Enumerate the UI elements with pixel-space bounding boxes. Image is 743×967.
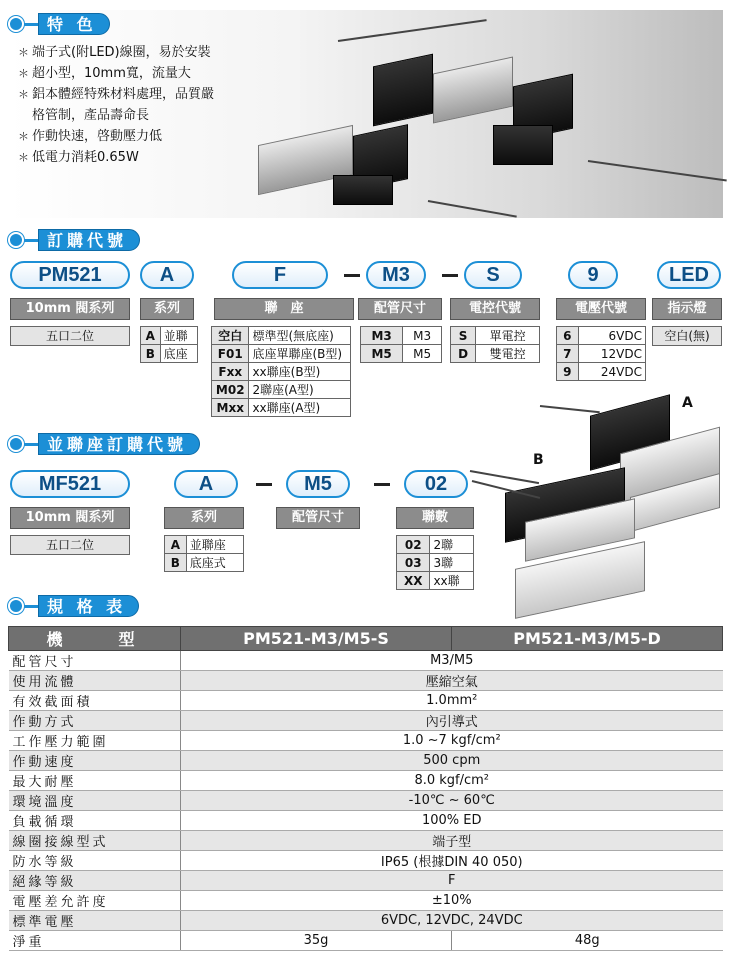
col-model-s: PM521-M3/M5-S <box>181 627 452 651</box>
dash <box>374 483 390 486</box>
order-title: 訂購代號 <box>38 229 140 251</box>
spec-row-value: 內引導式 <box>181 711 723 731</box>
spec-row-value: F <box>181 871 723 891</box>
spec-row-label: 負載循環 <box>9 811 181 831</box>
spec-row-label: 絕緣等級 <box>9 871 181 891</box>
spec-row-value: ±10% <box>181 891 723 911</box>
base-options-table: 空白 標準型(無底座) F01 底座單聯座(B型) Fxx xx聯座(B型) M02 2聯座(A型) Mxx xx聯座(A型) <box>211 326 351 417</box>
spec-row <box>9 871 723 891</box>
code-series: A <box>140 261 194 289</box>
dash <box>442 274 458 277</box>
label-series: 系列 <box>140 298 194 320</box>
spec-row-value: 1.0mm² <box>181 691 723 711</box>
spec-row-label: 最大耐壓 <box>9 771 181 791</box>
series-options-table: A 並聯 B 底座 <box>140 326 198 363</box>
label-series-10mm: 10mm 閥系列 <box>10 298 130 320</box>
spec-row <box>9 831 723 851</box>
spec-row-label: 工作壓力範圍 <box>9 731 181 751</box>
spec-row-value: 端子型 <box>181 831 723 851</box>
spec-row <box>9 811 723 831</box>
bullet-icon <box>8 232 24 248</box>
manifold-title: 並聯座訂購代號 <box>38 433 200 455</box>
label-volt: 電壓代號 <box>556 298 646 320</box>
label-m-count: 聯數 <box>396 507 474 529</box>
spec-header <box>8 594 139 618</box>
label-led: 指示燈 <box>652 298 722 320</box>
code-mf521: MF521 <box>10 470 130 498</box>
spec-row-label: 環境溫度 <box>9 791 181 811</box>
spec-row <box>9 671 723 691</box>
bullet-icon <box>8 16 24 32</box>
spec-row <box>9 751 723 771</box>
spec-row <box>9 731 723 751</box>
label-m-series: 系列 <box>164 507 244 529</box>
manifold-label-b: B <box>533 452 544 468</box>
series-value: 五口二位 <box>10 326 130 346</box>
spec-row <box>9 771 723 791</box>
spec-row <box>9 691 723 711</box>
feature-item: ＊ 鋁本體經特殊材料處理，品質嚴格管制，產品壽命長 <box>18 87 215 123</box>
spec-row-label: 淨重 <box>9 931 181 951</box>
feature-item: ＊ 端子式(附LED)線圈，易於安裝 <box>18 45 211 60</box>
manifold-header <box>8 432 200 456</box>
led-value: 空白(無) <box>652 326 722 346</box>
m-series-options-table: A 並聯座 B 底座式 <box>164 535 244 572</box>
ctrl-options-table: S 單電控 D 雙電控 <box>450 326 540 363</box>
feature-item: ＊ 作動快速，啓動壓力低 <box>18 129 163 144</box>
valve-product-image-2 <box>373 50 613 170</box>
dash <box>344 274 360 277</box>
label-m-series-10mm: 10mm 閥系列 <box>10 507 130 529</box>
spec-row-label: 作動速度 <box>9 751 181 771</box>
weight-d-value: 48g <box>452 931 723 951</box>
spec-row-value: 壓縮空氣 <box>181 671 723 691</box>
spec-row-label: 標準電壓 <box>9 911 181 931</box>
code-pipe: M3 <box>366 261 426 289</box>
code-m-pipe: M5 <box>286 470 350 498</box>
spec-row-value: 6VDC, 12VDC, 24VDC <box>181 911 723 931</box>
code-ctrl: S <box>464 261 522 289</box>
spec-row <box>9 891 723 911</box>
feature-item: ＊ 低電力消耗0.65W <box>18 150 139 165</box>
spec-row-label: 作動方式 <box>9 711 181 731</box>
features-title: 特 色 <box>38 13 110 35</box>
spec-title: 規 格 表 <box>38 595 139 617</box>
pipe-options-table: M3 M3 M5 M5 <box>360 326 442 363</box>
spec-row-label: 防水等級 <box>9 851 181 871</box>
spec-row-value: 500 cpm <box>181 751 723 771</box>
spec-row-weight <box>9 931 723 951</box>
spec-row-label: 使用流體 <box>9 671 181 691</box>
order-header <box>8 228 140 252</box>
col-model-d: PM521-M3/M5-D <box>452 627 723 651</box>
weight-s-value: 35g <box>181 931 452 951</box>
spec-row-label: 電壓差允許度 <box>9 891 181 911</box>
code-m-series: A <box>174 470 238 498</box>
spec-row-value: 8.0 kgf/cm² <box>181 771 723 791</box>
spec-row <box>9 651 723 671</box>
spec-row <box>9 791 723 811</box>
code-pm521: PM521 <box>10 261 130 289</box>
label-ctrl: 電控代號 <box>450 298 540 320</box>
spec-header-row <box>9 627 723 651</box>
code-base: F <box>232 261 328 289</box>
manifold-label-a: A <box>682 395 693 411</box>
feature-item: ＊ 超小型，10mm寬，流量大 <box>18 66 191 81</box>
spec-row-label: 配管尺寸 <box>9 651 181 671</box>
spec-row-label: 線圈接線型式 <box>9 831 181 851</box>
dash <box>256 483 272 486</box>
spec-row-label: 有效截面積 <box>9 691 181 711</box>
spec-row <box>9 851 723 871</box>
volt-options-table: 6 6VDC 7 12VDC 9 24VDC <box>556 326 646 381</box>
features-panel <box>8 10 723 218</box>
spec-row-value: 100% ED <box>181 811 723 831</box>
spec-row <box>9 711 723 731</box>
code-volt: 9 <box>568 261 618 289</box>
bullet-icon <box>8 598 24 614</box>
m-series-value: 五口二位 <box>10 535 130 555</box>
bullet-icon <box>8 436 24 452</box>
m-count-options-table: 02 2聯 03 3聯 XX xx聯 <box>396 535 474 590</box>
code-led: LED <box>657 261 721 289</box>
spec-table <box>8 626 723 951</box>
spec-row <box>9 911 723 931</box>
code-m-count: 02 <box>404 470 468 498</box>
spec-row-value: 1.0 ~7 kgf/cm² <box>181 731 723 751</box>
spec-row-value: -10℃ ~ 60℃ <box>181 791 723 811</box>
label-pipe: 配管尺寸 <box>358 298 442 320</box>
label-base: 聯 座 <box>214 298 354 320</box>
spec-row-value: IP65 (根據DIN 40 050) <box>181 851 723 871</box>
feature-list <box>18 42 223 168</box>
label-m-pipe: 配管尺寸 <box>276 507 360 529</box>
col-model: 機 型 <box>9 627 181 651</box>
spec-row-value: M3/M5 <box>181 651 723 671</box>
features-header <box>8 12 110 36</box>
